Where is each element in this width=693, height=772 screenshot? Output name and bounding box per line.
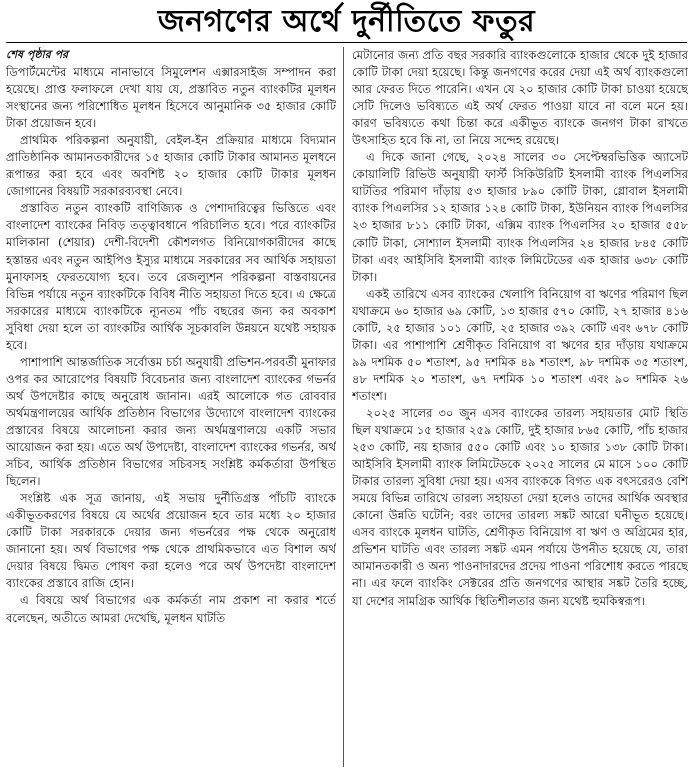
headline: জনগণের অর্থে দুর্নীতিতে ফতুর: [157, 4, 536, 39]
paragraph: মেটানোর জন্য প্রতি বছর সরকারি ব্যাংকগুলোকে হাজার থেকে দুই হাজার কোটি টাকা দেয়া হয়েছে। কিন্তু জনগণের করের দেয়া এই অর্থ ব্যাংকগুলো আর ফেরত দিতে পারেনি। এখন যে ২০ হাজার কোটি টাকা চাওয়া হয়েছে সেটি দিলেও ভবিষ্যতে এই অর্থ ফেরত পাওয়া যাবে না বলে মনে হয়। কারণ ভবিষ্যতে কথা চিন্তা করে একীভূত ব্যাংকে জনগণ টাকা রাখতে উৎসাহিত হবে কি না, তা নিয়ে সন্দেহ রয়েছে।: [352, 48, 688, 148]
headline-rule: [6, 42, 687, 43]
column-divider: [343, 47, 344, 767]
paragraph: পাশাপাশি আন্তর্জাতিক সর্বোত্তম চর্চা অনুযায়ী প্রভিশন-পরবর্তী মুনাফার ওপর কর আরোপের বিষয়টি বিবেচনার জন্য বাংলাদেশ ব্যাংকের গভর্নর অর্থ উপদেষ্টার কাছে অনুরোধ জানান। এরই আলোকে গত রোববার অর্থমন্ত্রণালয়ের আর্থিক প্রতিষ্ঠান বিভাগের উদ্যোগে বাংলাদেশ ব্যাংকের প্রস্তাবের বিষয়ে আলোচনা করার জন্য অর্থমন্ত্রণালয়ে একটি সভার আয়োজন করা হয়। এতে অর্থ উপদেষ্টা, বাংলাদেশ ব্যাংকের গভর্নর, অর্থ সচিব, আর্থিক প্রতিষ্ঠান বিভাগের সচিবসহ সংশ্লিষ্ট কর্মকর্তারা উপস্থিত ছিলেন।: [6, 354, 336, 489]
paragraph: এ বিষয়ে অর্থ বিভাগের এক কর্মকর্তা নাম প্রকাশ না করার শর্তে বলেছেন, অতীতে আমরা দেখেছি, মূলধন ঘাটতি: [6, 593, 336, 625]
paragraph: সংশ্লিষ্ট এক সূত্র জানায়, এই সভায় দুর্নীতিগ্রস্ত পাঁচটি ব্যাংকে একীভূতকরণের বিষয়ে যে অর্থের প্রয়োজন হবে তার মধ্যে ২০ হাজার কোটি টাকা সরকারকে দেয়ার জন্য গভর্নরের পক্ষ থেকে অনুরোধ জানানো হয়। অর্থ বিভাগের পক্ষ থেকে প্রাথমিকভাবে এত বিশাল অর্থ দেয়ার বিষয়ে দ্বিমত পোষণ করা হলেও পরে অর্থ উপদেষ্টা বাংলাদেশ ব্যাংকের প্রস্তাবে রাজি হোন।: [6, 491, 336, 591]
paragraph: ডিপার্টমেন্টের মাধ্যমে নানাভাবে সিমুলেশন এক্সারসাইজ সম্পাদন করা হয়েছে। প্রাপ্ত ফলাফলে দেখা যায় যে, প্রস্তাবিত নতুন ব্যাংকটির মূলধন সংস্থানের জন্য পরিশোধিত মূলধন হিসেবে আনুমানিক ৩৫ হাজার কোটি টাকা প্রয়োজন হবে।: [6, 65, 336, 131]
jump-label: শেষ পৃষ্ঠার পর: [6, 48, 69, 61]
paragraph: প্রস্তাবিত নতুন ব্যাংকটি বাণিজ্যিক ও পেশাদারিত্বের ভিত্তিতে এবং বাংলাদেশ ব্যাংকের নিবিড় তত্ত্বাবধানে পরিচালিত হবে। পরে ব্যাংকটির মালিকানা (শেয়ার) দেশী-বিদেশী কৌশলগত বিনিয়োগকারীদের কাছে হস্তান্তর এবং নতুন আইপিও ইস্যুর মাধ্যমে সরকারের সব আর্থিক সহায়তা মুনাফাসহ ফেরতযোগ্য হবে। তবে রেজল্যুশন পরিকল্পনা বাস্তবায়নের বিভিন্ন পর্যায়ে নতুন ব্যাংকটিকে বিবিধ নীতি সহায়তা দিতে হবে। এ ক্ষেত্রে সরকারের মাধ্যমে ব্যাংকটিকে ন্যূনতম পাঁচ বছরের জন্য কর অবকাশ সুবিধা দেয়া হলে তা ব্যাংকটির আর্থিক সূচকাবলি উন্নয়নে যথেষ্ট সহায়ক হবে।: [6, 201, 336, 352]
paragraph: একই তারিখে এসব ব্যাংকের খেলাপি বিনিয়োগ বা ঋণের পরিমাণ ছিল যথাক্রমে ৬০ হাজার ৬৯ কোটি, ১৩ হাজার ৫৭০ কোটি, ২৭ হাজার ৪১৬ কোটি, ২৫ হাজার ১০১ কোটি, ২৫ হাজার ৩৯২ কোটি এবং ৬৭৮ কোটি টাকা। এর পাশাপাশি শ্রেণীকৃত বিনিয়োগ বা ঋণের হার দাঁড়ায় যথাক্রমে ৯৯ দশমিক ৫০ শতাংশ, ৯৫ দশমিক ৪৯ শতাংশ, ৯৮ দশমিক ৩৫ শতাংশ, ৪৮ দশমিক ২০ শতাংশ, ৬৭ দশমিক ১০ শতাংশ এবং ৯০ দশমিক ২৬ শতাংশ।: [352, 286, 688, 403]
paragraph: ২০২৫ সালের ৩০ জুন এসব ব্যাংকের তারল্য সহায়তার মোট স্থিতি ছিল যথাক্রমে ১৫ হাজার ২৫৯ কোটি, দুই হাজার ৮৬৫ কোটি, পাঁচ হাজার ২৫৩ কোটি, নয় হাজার ৫৫০ কোটি এবং ১০ হাজার ১৩৮ কোটি টাকা। আইসিবি ইসলামী ব্যাংক লিমিটেডকে ২০২৫ সালের মে মাসে ১০০ কোটি টাকার তারল্য সুবিধা দেয়া হয়। এসব ব্যাংককে বিগত এক বৎসরেরও বেশি সময়ে বিভিন্ন তারিখে তারল্য সহায়তা দেয়া হলেও তাদের আর্থিক অবস্থার কোনো উন্নতি ঘটেনি; বরং তাদের তারল্য সঙ্কট আরো ঘনীভূত হয়েছে। এসব ব্যাংকে মূলধন ঘাটতি, শ্রেণীকৃত বিনিয়োগ বা ঋণ ও অগ্রিমের হার, প্রভিশন ঘাটতি এবং তারল্য সঙ্কট এমন পর্যায়ে উপনীত হয়েছে যে, তারা আমানতকারী ও অন্য পাওনাদারদের প্রদেয় পাওনা পরিশোধ করতে পারছে না। এর ফলে ব্যাংকিং সেক্টরের প্রতি জনগণের আস্থার সঙ্কট তৈরি হচ্ছে, যা দেশের সামগ্রিক আর্থিক স্থিতিশীলতার জন্য যথেষ্ট হুমকিস্বরূপ।: [352, 405, 688, 608]
article-column-left: [6, 47, 336, 769]
paragraph: এ দিকে জানা গেছে, ২০২৪ সালের ৩০ সেপ্টেম্বরভিত্তিক অ্যাসেট কোয়ালিটি রিভিউ অনুযায়ী ফার্স্ট সিকিউরিটি ইসলামী ব্যাংক পিএলসির ঘাটতির পরিমাণ দাঁড়ায় ৫৩ হাজার ৮৯০ কোটি টাকা, গ্লোবাল ইসলামী ব্যাংক পিএলসির ১২ হাজার ১২৪ কোটি টাকা, ইউনিয়ন ব্যাংক পিএলসির ২৩ হাজার ৮১১ কোটি টাকা, এক্সিম ব্যাংক পিএলসির ২০ হাজার ৫৫৮ কোটি টাকা, সোশ্যাল ইসলামী ব্যাংক পিএলসির ২৪ হাজার ৮৪৫ কোটি টাকা এবং আইসিবি ইসলামী ব্যাংক লিমিটেডের এক হাজার ৬৩৮ কোটি টাকা।: [352, 150, 688, 284]
article-column-right: [352, 47, 688, 769]
paragraph: প্রাথমিক পরিকল্পনা অনুযায়ী, বেইল-ইন প্রক্রিয়ার মাধ্যমে বিদ্যমান প্রাতিষ্ঠানিক আমানতকারীদের ১৫ হাজার কোটি টাকার আমানত মূলধনে রূপান্তর করা হবে এবং অবশিষ্ট ২০ হাজার কোটি টাকার মূলধন জোগানের বিষয়টি সরকারব্যবস্থা নেবে।: [6, 133, 336, 199]
